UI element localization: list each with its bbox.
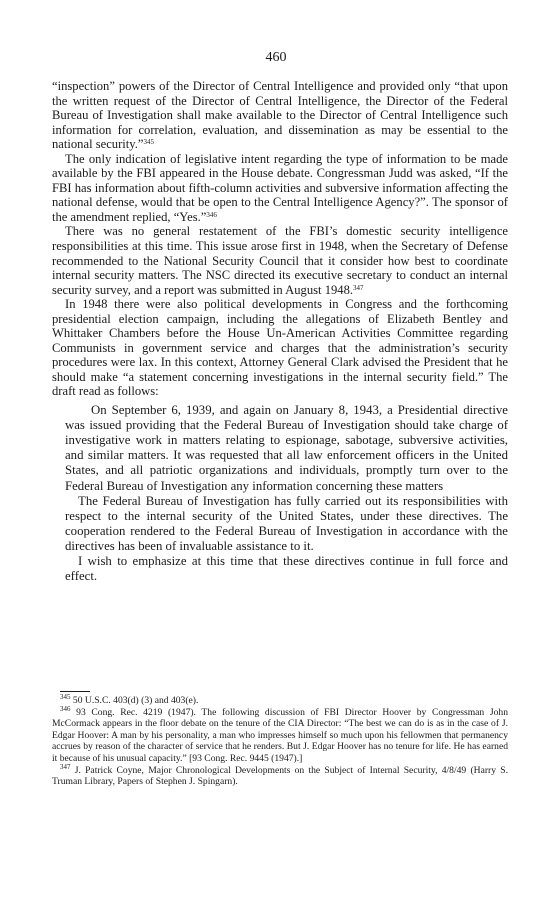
block-quote — [65, 403, 508, 584]
footnote-ref: 345 — [143, 138, 155, 147]
footnote-ref: 346 — [206, 210, 217, 219]
paragraph: There was no general restatement of the FBI’s domestic security intelligence responsibilities at this time. This issue arose first in 1948, when the Secretary of Defense recommended to the National Security Council that it consider how best to coordinate internal security matters. The NSC directed its executive secretary to conduct an internal security survey, and a report was submitted in August 1948.$^{347}$ — [52, 224, 508, 297]
footnote: $^{347}$ J. Patrick Coyne, Major Chronological Developments on the Subject of Internal Security, 4/8/49 (Harry S. Truman Library, Papers of Stephen J. Spingarn). — [52, 762, 508, 788]
footnote-divider — [60, 691, 90, 692]
body-text — [52, 79, 508, 584]
footnote: $^{345}$ 50 U.S.C. 403(d) (3) and 403(e). — [60, 693, 199, 706]
quote-paragraph: I wish to emphasize at this time that these directives continue in full force and effect. — [65, 553, 508, 584]
paragraph: “inspection” powers of the Director of Central Intelligence and provided only “that upon the written request of the Director of Central Intelligence, the Director of the Federal Bureau of Investigation shall make available to the Director of Central Intelligence such information for correlation, evaluation, and dissemination as may be essential to the national security.”$^{345}$ — [52, 79, 508, 152]
footnotes — [52, 695, 508, 788]
footnote-ref: 347 — [353, 283, 364, 292]
paragraph: The only indication of legislative intent regarding the type of information to be made available by the FBI appeared in the House debate. Congressman Judd was asked, “If the FBI has information about fifth-column activities and subversive information affecting the national defense, would that be open to the Central Intelligence Agency?”. The sponsor of the amendment replied, “Yes.”$^{346}$ — [52, 151, 508, 224]
quote-paragraph: The Federal Bureau of Investigation has fully carried out its responsibilities with respect to the internal security of the United States, under these directives. The cooperation rendered to the Federal Bureau of Investigation in accordance with the directives has been of invaluable assistance to it. — [65, 493, 508, 553]
quote-paragraph: On September 6, 1939, and again on January 8, 1943, a Presidential directive was issued providing that the Federal Bureau of Investigation should take charge of investigative work in matters relating to espionage, sabotage, subversive activities, and similar matters. It was requested that all law enforcement officers in the United States, and all patriotic organizations and individuals, promptly turn over to the Federal Bureau of Investigation any information concerning these matters — [65, 403, 508, 493]
footnote: $^{346}$ 93 Cong. Rec. 4219 (1947). The following discussion of FBI Director Hoover by Congressman John McCormack appears in the floor debate on the tenure of the CIA Director: “The best we can do is as in the case of J. Edgar Hoover: A man by his personality, a man who impresses himself so much upon his fellowmen that permanency accrues by reason of the character of service that he renders. But J. Edgar Hoover has no tenure for life. He has earned it because of his unusual capacity.” [93 Cong. Rec. 9445 (1947).] — [52, 704, 508, 764]
page-number: 460 — [265, 50, 287, 65]
paragraph: In 1948 there were also political developments in Congress and the forthcoming presidential election campaign, including the allegations of Elizabeth Bentley and Whittaker Chambers before the House Un-American Activities Committee regarding Communists in government service and charges that the administration’s security procedures were lax. In this context, Attorney General Clark advised the President that he should make “a statement concerning investigations in the internal security field.” The draft read as follows: — [52, 297, 508, 399]
